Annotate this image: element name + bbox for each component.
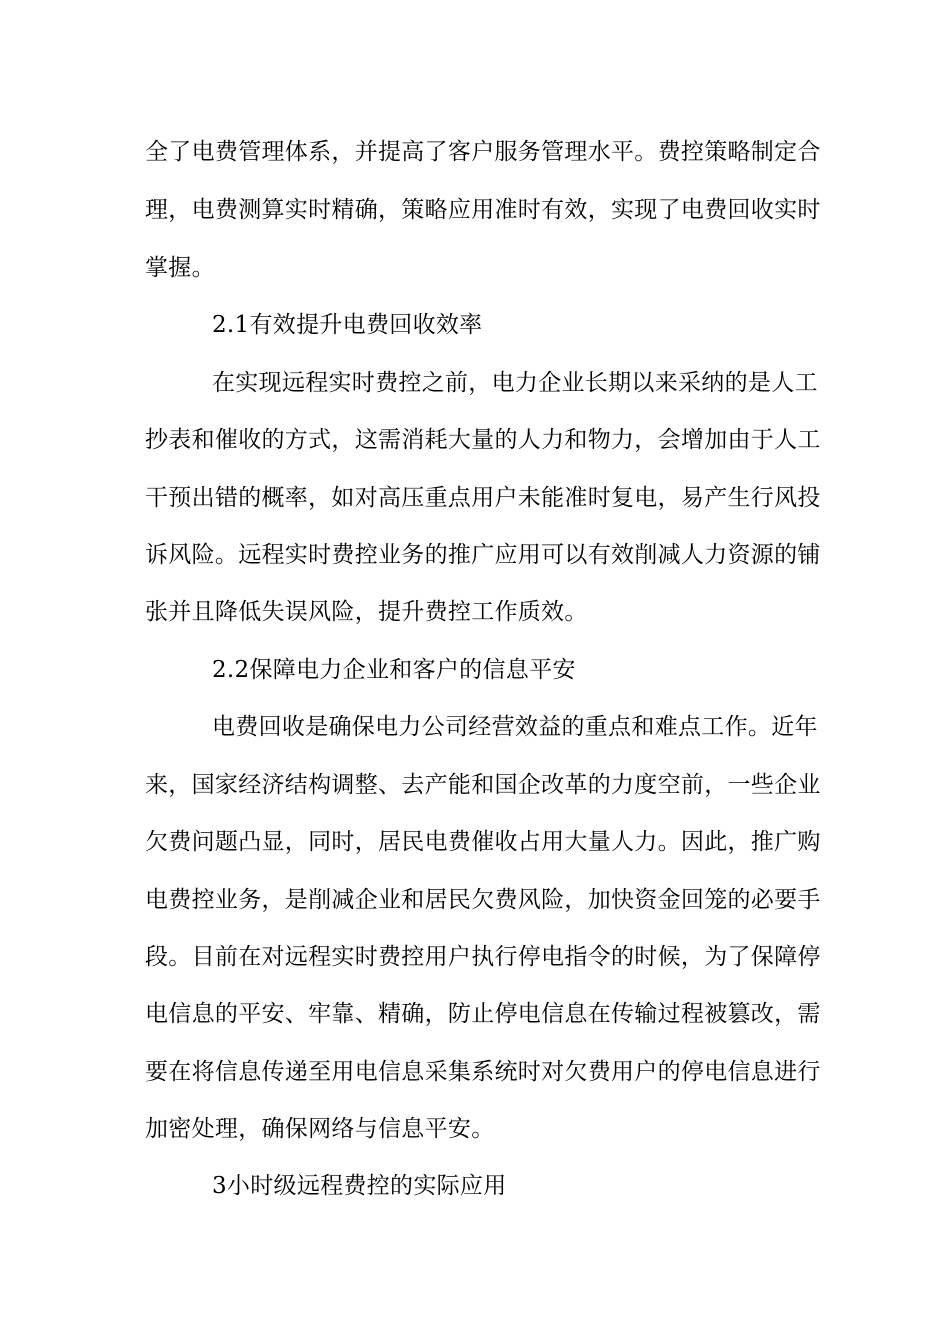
paragraph-line: 抄表和催收的方式，这需消耗大量的人力和物力，会增加由于人工 xyxy=(145,427,821,453)
paragraph-line: 全了电费管理体系，并提高了客户服务管理水平。费控策略制定合 xyxy=(145,139,821,165)
paragraph-line: 干预出错的概率，如对高压重点用户未能准时复电，易产生行风投 xyxy=(145,485,821,511)
paragraph-line: 诉风险。远程实时费控业务的推广应用可以有效削减人力资源的铺 xyxy=(145,542,821,568)
paragraph-line: 来，国家经济结构调整、去产能和国企改革的力度空前，一些企业 xyxy=(145,772,821,798)
paragraph-line: 加密处理，确保网络与信息平安。 xyxy=(145,1116,495,1142)
section-heading-2-1: 2.1有效提升电费回收效率 xyxy=(212,312,483,338)
paragraph-line: 掌握。 xyxy=(145,255,215,281)
paragraph-line: 电信息的平安、牢靠、精确，防止停电信息在传输过程被篡改，需 xyxy=(145,1001,821,1027)
paragraph-line: 理，电费测算实时精确，策略应用准时有效，实现了电费回收实时 xyxy=(145,197,821,223)
section-heading-2-2: 2.2保障电力企业和客户的信息平安 xyxy=(212,657,576,683)
paragraph-line: 段。目前在对远程实时费控用户执行停电指令的时候，为了保障停 xyxy=(145,944,821,970)
paragraph-line: 要在将信息传递至用电信息采集系统时对欠费用户的停电信息进行 xyxy=(145,1059,821,1085)
paragraph-line: 电费回收是确保电力公司经营效益的重点和难点工作。近年 xyxy=(212,714,818,740)
paragraph-line: 张并且降低失误风险，提升费控工作质效。 xyxy=(145,599,588,625)
paragraph-line: 在实现远程实时费控之前，电力企业长期以来采纳的是人工 xyxy=(212,370,818,396)
paragraph-line: 欠费问题凸显，同时，居民电费催收占用大量人力。因此，推广购 xyxy=(145,829,821,855)
section-heading-3: 3小时级远程费控的实际应用 xyxy=(212,1173,507,1199)
paragraph-line: 电费控业务，是削减企业和居民欠费风险，加快资金回笼的必要手 xyxy=(145,887,821,913)
